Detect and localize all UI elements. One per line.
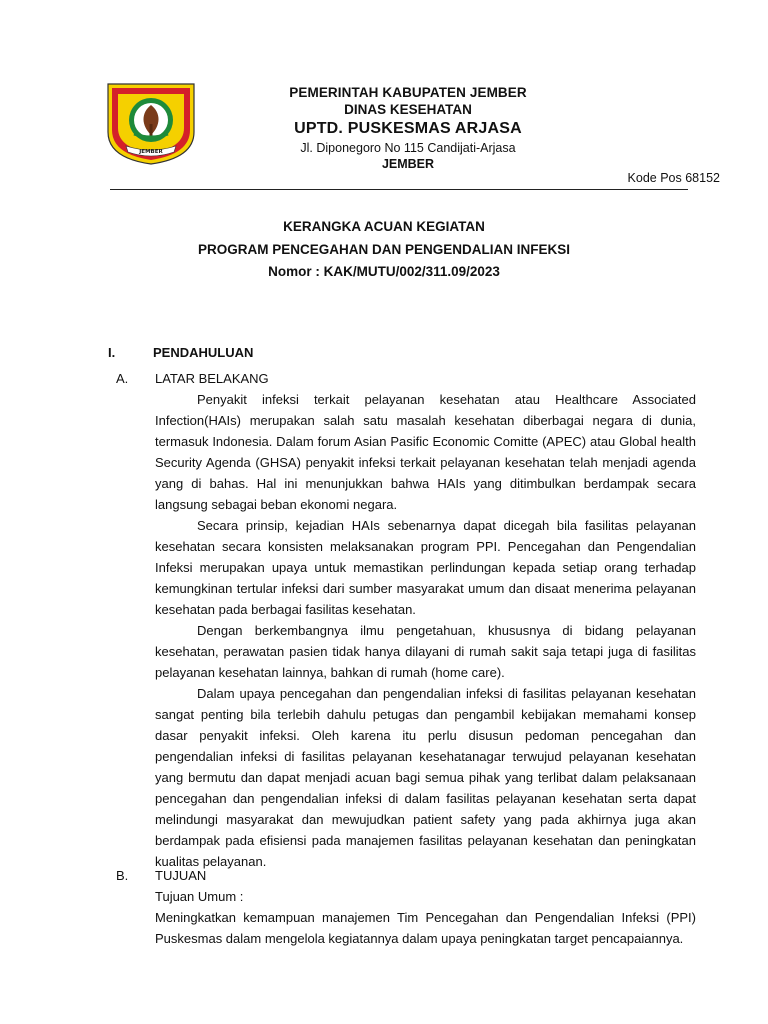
letterhead-address: Jl. Diponegoro No 115 Candijati-Arjasa [300,141,516,155]
letterhead-institution: UPTD. PUSKESMAS ARJASA [294,120,522,137]
section-number: I. [108,345,116,360]
paragraph: Secara prinsip, kejadian HAIs sebenarnya dapat dicegah bila fasilitas pelayanan kesehatan secara konsisten melaksanakan program PPI. Pencegahan dan Pengendalian Infeksi merupakan upaya untuk memastikan perlindungan kepada setiap orang terhadap kemungkinan tertular infeksi dari sumber masyarakat umum dan disaat menerima pelayanan kesehatan pada berbagai fasilitas kesehatan. [155,518,696,617]
logo-ribbon-text: JEMBER [139,149,163,155]
letterhead-divider [110,189,688,190]
objective-text [155,886,696,949]
subsection-a-heading: LATAR BELAKANG [155,371,269,386]
paragraph: Dengan berkembangnya ilmu pengetahuan, khususnya di bidang pelayanan kesehatan, perawatan pasien tidak hanya dilayani di rumah sakit saja tetapi juga di fasilitas pelayanan kesehatan lainnya, bahkan di rumah (home care). [155,623,696,680]
background-text [155,389,696,872]
program-title: PROGRAM PENCEGAHAN DAN PENGENDALIAN INFEKSI [197,242,571,257]
letterhead-city: JEMBER [381,157,435,171]
letterhead-department: DINAS KESEHATAN [344,102,472,117]
regency-logo [104,80,198,166]
subsection-a-number: A. [116,371,129,386]
postal-code: Kode Pos 68152 [627,171,720,185]
section-heading: PENDAHULUAN [153,345,254,360]
document-number: Nomor : KAK/MUTU/002/311.09/2023 [268,264,500,279]
subsection-b-number: B. [116,868,129,883]
paragraph: Dalam upaya pencegahan dan pengendalian infeksi di fasilitas pelayanan kesehatan sangat penting bila terlebih dahulu petugas dan pengambil kebijakan memahami konsep dasar penyakit infeksi. Oleh karena itu perlu disusun pedoman pencegahan dan pengendalian infeksi di fasilitas pelayanan kesehatanagar terwujud pelayanan kesehatan yang bermutu dan dapat menjadi acuan bagi semua pihak yang terlibat dalam pelaksanaan pencegahan dan pengendalian infeksi di dalam fasilitas pelayanan kesehatan serta dapat melindungi masyarakat dan mewujudkan patient safety yang pada akhirnya juga akan berdampak pada efisiensi pada manajemen fasilitas pelayanan kesehatan dan peningkatan kualitas pelayanan. [155,686,696,869]
general-objective-label: Tujuan Umum : [155,889,244,904]
general-objective-text: Meningkatkan kemampuan manajemen Tim Pencegahan dan Pengendalian Infeksi (PPI) Puskesmas dalam mengelola kegiatannya dalam upaya peningkatan target pencapaiannya. [155,910,696,946]
document-title: KERANGKA ACUAN KEGIATAN [283,219,485,234]
letterhead-government: PEMERINTAH KABUPATEN JEMBER [289,85,527,100]
letterhead [210,84,606,172]
subsection-b-heading: TUJUAN [155,868,207,883]
paragraph: Penyakit infeksi terkait pelayanan kesehatan atau Healthcare Associated Infection(HAIs) merupakan salah satu masalah kesehatan diberbagai negara di dunia, termasuk Indonesia. Dalam forum Asian Pasific Economic Comitte (APEC) atau Global health Security Agenda (GHSA) penyakit infeksi terkait pelayanan kesehatan telah menjadi agenda yang di bahas. Hal ini menunjukkan bahwa HAIs yang ditimbulkan berdampak secara langsung sebagai beban ekonomi negara. [155,392,696,512]
